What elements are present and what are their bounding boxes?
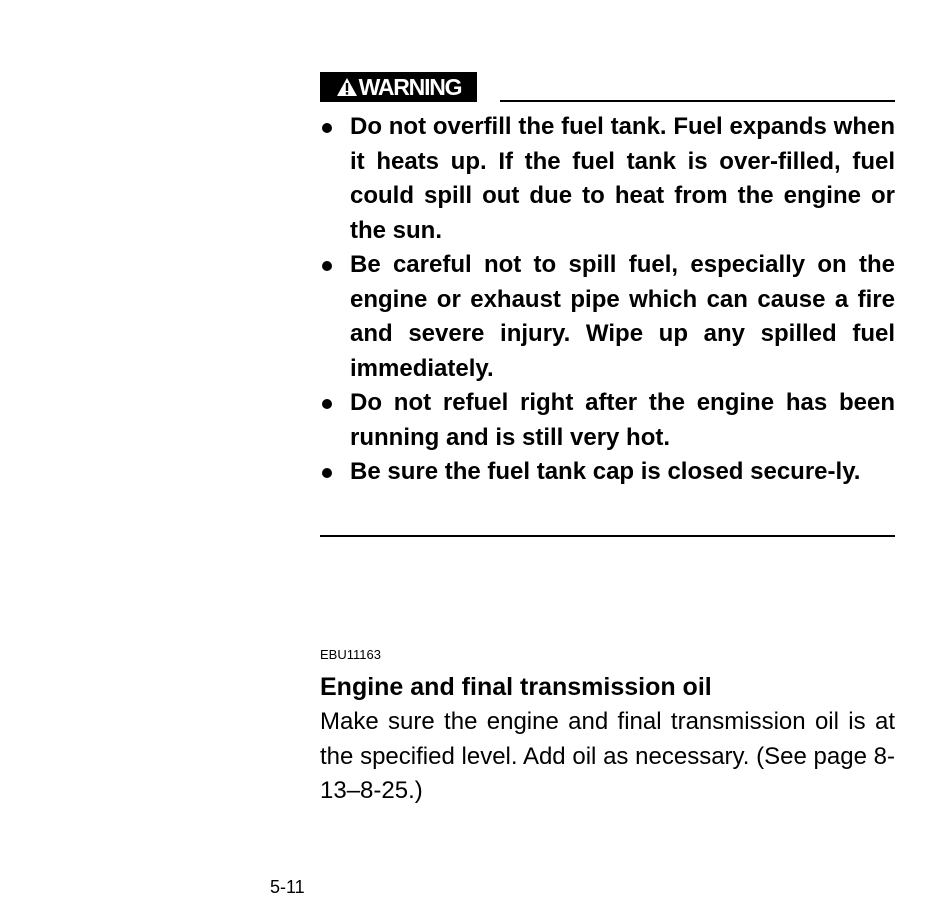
- bullet-icon: [322, 468, 332, 478]
- warning-item-text: Do not refuel right after the engine has been running and is still very hot.: [350, 389, 895, 451]
- bullet-icon: [322, 399, 332, 409]
- warning-triangle-icon: [336, 77, 358, 97]
- warning-item-text: Do not overfill the fuel tank. Fuel expands when it heats up. If the fuel tank is over-filled, fuel could spill out due to heat from the engine or the sun.: [350, 113, 895, 244]
- warning-label: [320, 72, 477, 102]
- warning-item: [320, 455, 895, 490]
- warning-item-text: Be careful not to spill fuel, especially on the engine or exhaust pipe which can cause a fire and severe injury. Wipe up any spilled fuel immediately.: [350, 251, 895, 382]
- section-title: Engine and final transmission oil: [320, 673, 712, 701]
- warning-item: [320, 386, 895, 455]
- bullet-icon: [322, 261, 332, 271]
- page-number: 5-11: [270, 877, 305, 897]
- warning-item: [320, 110, 895, 248]
- warning-top-rule: [500, 100, 895, 102]
- bullet-icon: [322, 123, 332, 133]
- warning-list: [320, 110, 895, 490]
- warning-item: [320, 248, 895, 386]
- warning-label-text: WARNING: [358, 73, 462, 100]
- section-code: EBU11163: [320, 647, 381, 662]
- warning-bottom-rule: [320, 535, 895, 537]
- section-body: Make sure the engine and final transmission oil is at the specified level. Add oil as necessary. (See page 8-13–8-25.): [320, 708, 895, 804]
- warning-item-text: Be sure the fuel tank cap is closed secure-ly.: [350, 458, 861, 485]
- warning-header: [320, 72, 895, 102]
